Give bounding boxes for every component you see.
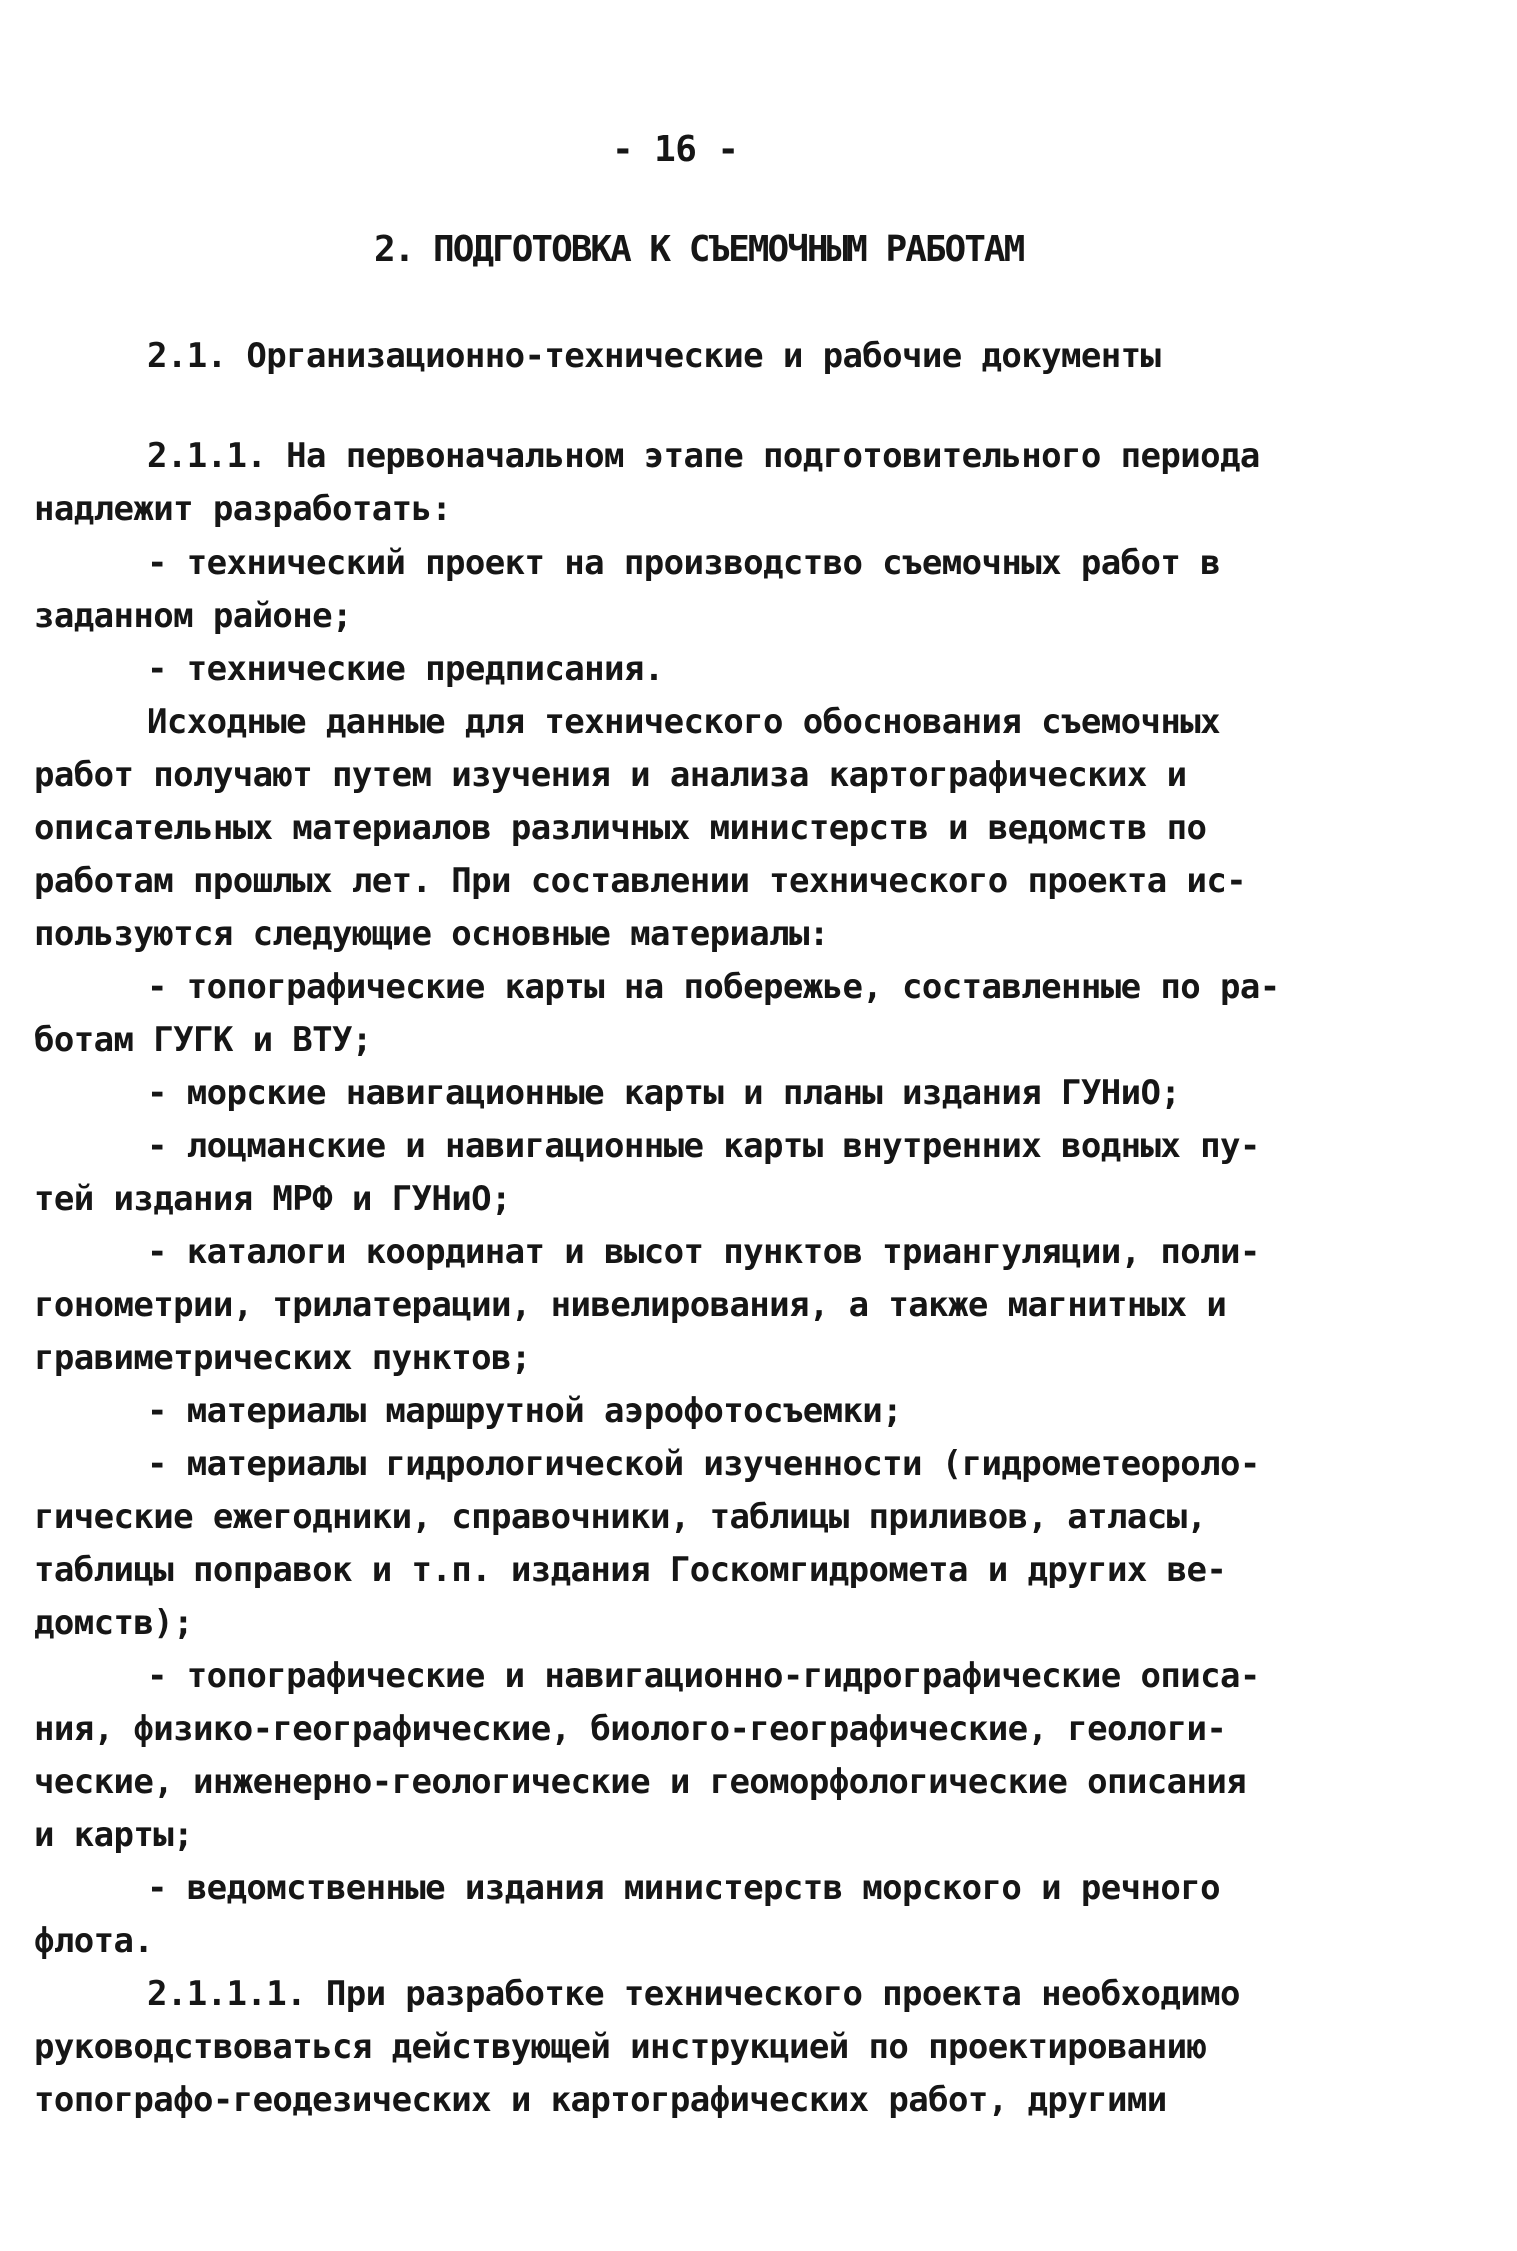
text-line: топографо-геодезических и картографических работ, другими [34,2080,1167,2120]
text-line: работам прошлых лет. При составлении технического проекта ис- [34,861,1247,901]
text-line: заданном районе; [34,596,352,636]
text-line: таблицы поправок и т.п. издания Госкомгидромета и других ве- [34,1550,1227,1590]
text-line: тей издания МРФ и ГУНиО; [34,1179,511,1219]
text-line: - топографические карты на побережье, составленные по ра- [147,967,1280,1007]
text-line: - материалы гидрологической изученности (гидрометеороло- [147,1444,1260,1484]
text-line: флота. [34,1921,154,1961]
text-line: гравиметрических пунктов; [34,1338,531,1378]
page-number: - 16 - [612,129,739,170]
text-line: - технические предписания. [147,649,664,689]
subsection-title: 2.1. Организационно-технические и рабочие документы [147,336,1161,376]
text-line: гические ежегодники, справочники, таблицы приливов, атласы, [34,1497,1207,1537]
text-line: Исходные данные для технического обоснования съемочных [147,702,1220,742]
text-line: описательных материалов различных министерств и ведомств по [34,808,1207,848]
text-line: пользуются следующие основные материалы: [34,914,829,954]
text-line: домств); [34,1603,193,1643]
text-line: гонометрии, трилатерации, нивелирования, а также магнитных и [34,1285,1227,1325]
text-line: 2.1.1. На первоначальном этапе подготовительного периода [147,436,1260,476]
text-line: - морские навигационные карты и планы издания ГУНиО; [147,1073,1181,1113]
text-line: 2.1.1.1. При разработке технического проекта необходимо [147,1974,1240,2014]
text-line: руководствоваться действующей инструкцией по проектированию [34,2027,1207,2067]
text-line: - топографические и навигационно-гидрографические описа- [147,1656,1260,1696]
text-line: - лоцманские и навигационные карты внутренних водных пу- [147,1126,1260,1166]
section-title: 2. ПОДГОТОВКА К СЪЕМОЧНЫМ РАБОТАМ [374,229,1024,270]
text-line: ческие, инженерно-геологические и геоморфологические описания [34,1762,1247,1802]
text-line: - технический проект на производство съемочных работ в [147,543,1220,583]
text-line: - ведомственные издания министерств морского и речного [147,1868,1220,1908]
text-line: ния, физико-географические, биолого-географические, геологи- [34,1709,1227,1749]
text-line: надлежит разработать: [34,489,452,529]
text-line: - каталоги координат и высот пунктов триангуляции, поли- [147,1232,1260,1272]
text-line: - материалы маршрутной аэрофотосъемки; [147,1391,903,1431]
text-line: ботам ГУГК и ВТУ; [34,1020,372,1060]
text-line: работ получают путем изучения и анализа картографических и [34,755,1187,795]
text-line: и карты; [34,1815,193,1855]
